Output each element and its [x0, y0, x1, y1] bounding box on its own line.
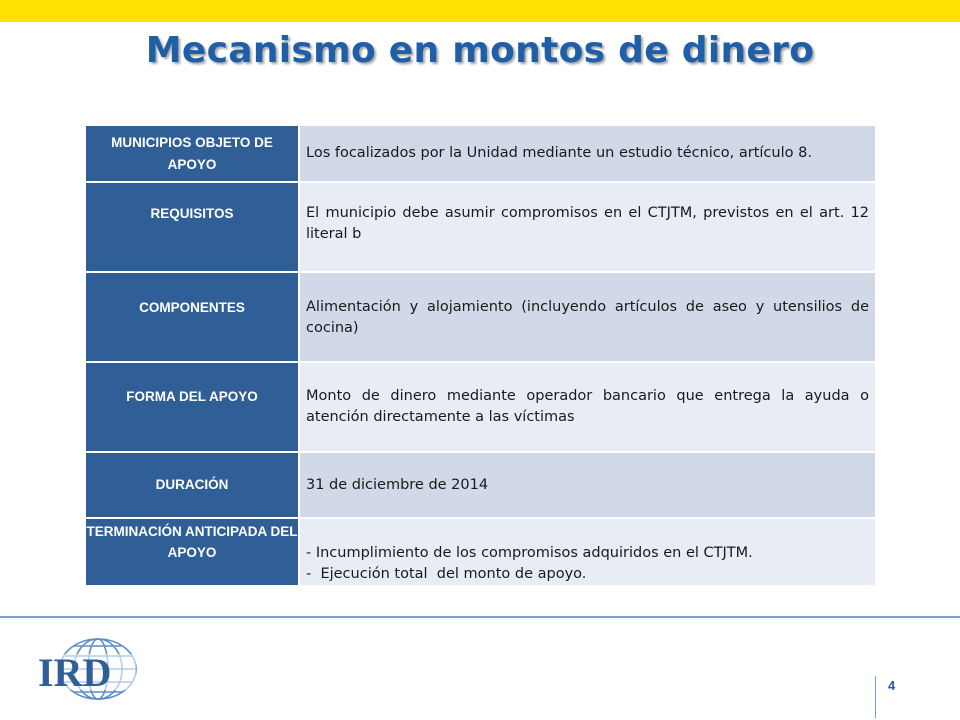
row-value-forma: [299, 362, 875, 452]
footer-divider: [0, 616, 960, 618]
row-value-requisitos: [299, 182, 875, 272]
row-value-requisitos-text: El municipio debe asumir compromisos en el CTJTM, previstos en el art. 12 literal b: [306, 205, 869, 242]
row-value-componentes-text: Alimentación y alojamiento (incluyendo artículos de aseo y utensilios de cocina): [306, 299, 869, 336]
row-label-forma-text: FORMA DEL APOYO: [126, 389, 258, 404]
table-row: [86, 182, 875, 272]
row-value-componentes: [299, 272, 875, 362]
row-label-requisitos: [86, 182, 299, 272]
table-row: [86, 452, 875, 518]
row-label-terminacion-text: TERMINACIÓN ANTICIPADA DEL APOYO: [86, 524, 298, 560]
row-value-duracion: 31 de diciembre de 2014: [299, 452, 875, 518]
info-table: [86, 126, 875, 587]
slide-title: Mecanismo en montos de dinero: [145, 30, 815, 71]
row-label-forma: [86, 362, 299, 452]
page-number: 4: [888, 678, 896, 693]
table-row: [86, 362, 875, 452]
ird-logo: [36, 636, 140, 702]
table-row: [86, 518, 875, 586]
row-label-terminacion: [86, 518, 299, 586]
row-label-componentes-text: COMPONENTES: [139, 300, 245, 315]
top-accent-bar: [0, 0, 960, 22]
row-label-requisitos-text: REQUISITOS: [150, 206, 234, 221]
terminacion-line-2: - Ejecución total del monto de apoyo.: [306, 566, 587, 582]
table-row: [86, 272, 875, 362]
row-label-duracion: DURACIÓN: [86, 452, 299, 518]
row-label-municipios: MUNICIPIOS OBJETO DE APOYO: [86, 126, 299, 182]
row-label-componentes: [86, 272, 299, 362]
row-value-forma-text: Monto de dinero mediante operador bancario que entrega la ayuda o atención directamente a las víctimas: [306, 388, 869, 425]
row-value-terminacion: [299, 518, 875, 586]
page-number-divider: [875, 676, 876, 718]
terminacion-line-1: - Incumplimiento de los compromisos adquiridos en el CTJTM.: [306, 545, 753, 561]
table-row: [86, 126, 875, 182]
globe-icon: [36, 636, 140, 702]
row-value-municipios: Los focalizados por la Unidad mediante un estudio técnico, artículo 8.: [299, 126, 875, 182]
logo-text: IRD: [38, 650, 112, 695]
